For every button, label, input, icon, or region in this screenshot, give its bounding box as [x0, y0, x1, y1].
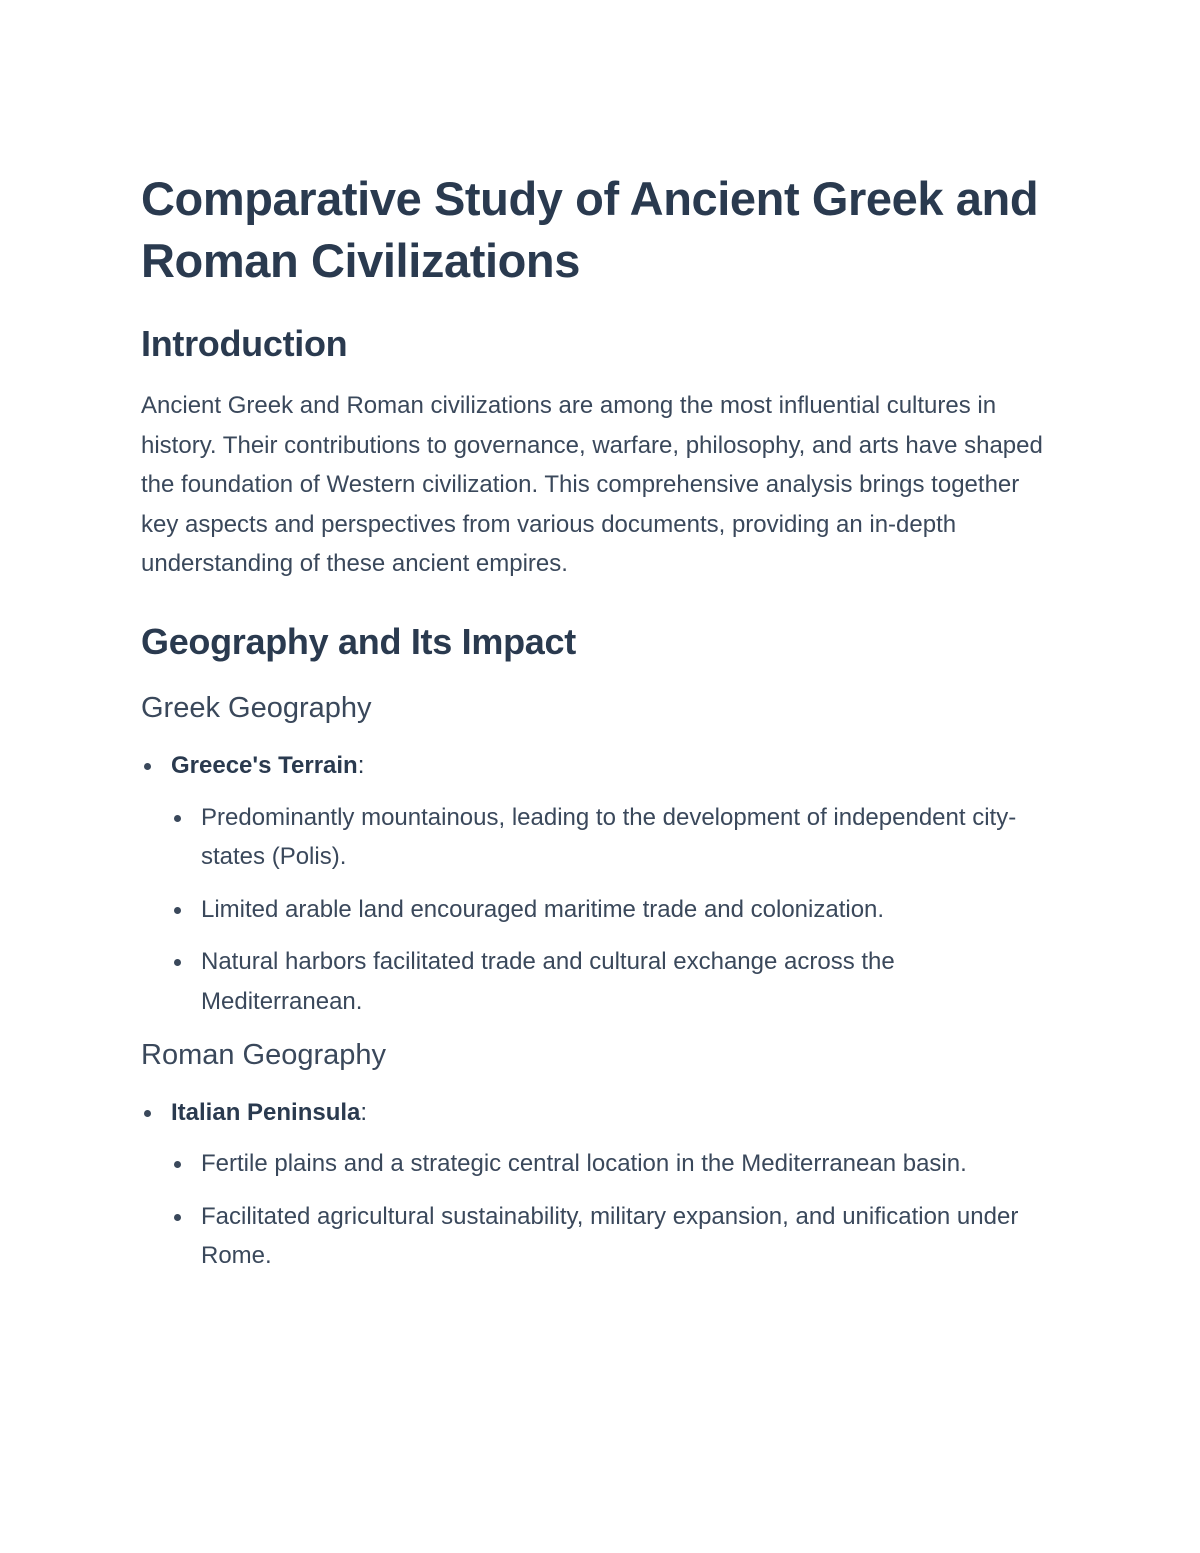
- list-item-text: Limited arable land encouraged maritime trade and colonization.: [201, 895, 885, 923]
- bullet-icon: [174, 907, 181, 914]
- roman-geography-list: [141, 1093, 1051, 1276]
- greek-geography-list: [141, 746, 1051, 1022]
- list-item: [171, 942, 1051, 1021]
- italian-peninsula-term: Italian Peninsula: [171, 1098, 361, 1126]
- greek-geography-heading: Greek Geography: [141, 691, 372, 724]
- bullet-icon: [174, 1161, 181, 1168]
- list-item: Italian Peninsula: Fertile plains and a strategic central location in the Mediterranean basin. Facilitated agricultural sustainability, military expansion, and unification under Rome.: [141, 1093, 1051, 1276]
- greek-terrain-term: Greece's Terrain: [171, 751, 358, 779]
- list-item: Greece's Terrain: Predominantly mountainous, leading to the development of independent city-states (Polis). Limited arable land encouraged maritime trade and colonization. Natural harbors facilitated trade and cultural exchange across the Mediterranean.: [141, 746, 1051, 1022]
- bullet-icon: [174, 959, 181, 966]
- greek-terrain-sublist: [171, 798, 1051, 1022]
- bullet-icon: [174, 1214, 181, 1221]
- geography-heading: Geography and Its Impact: [141, 620, 576, 662]
- document-page: [141, 168, 1051, 1289]
- introduction-heading: Introduction: [141, 323, 348, 364]
- bullet-icon: [144, 1110, 151, 1117]
- list-item-text: Predominantly mountainous, leading to the development of independent city-states (Polis).: [201, 803, 1017, 871]
- list-item: [171, 1197, 1051, 1276]
- roman-geography-heading: Roman Geography: [141, 1038, 387, 1071]
- list-item: [171, 1144, 1051, 1184]
- bullet-icon: [174, 815, 181, 822]
- list-item: [171, 890, 1051, 930]
- list-item: [171, 798, 1051, 877]
- italian-peninsula-sublist: [171, 1144, 1051, 1276]
- list-item-text: Natural harbors facilitated trade and cultural exchange across the Mediterranean.: [201, 948, 895, 1015]
- document-title: Comparative Study of Ancient Greek and Roman Civilizations: [141, 172, 1039, 287]
- introduction-paragraph: Ancient Greek and Roman civilizations are among the most influential cultures in history. Their contributions to governance, warfare, philosophy, and arts have shaped the foundation of Western civilization. This comprehensive analysis brings together key aspects and perspectives from various documents, providing an in-depth understanding of these ancient empires.: [141, 392, 1043, 578]
- list-item-text: Fertile plains and a strategic central location in the Mediterranean basin.: [201, 1150, 967, 1178]
- list-item-text: Facilitated agricultural sustainability, military expansion, and unification under Rome.: [201, 1202, 1019, 1270]
- bullet-icon: [144, 763, 151, 770]
